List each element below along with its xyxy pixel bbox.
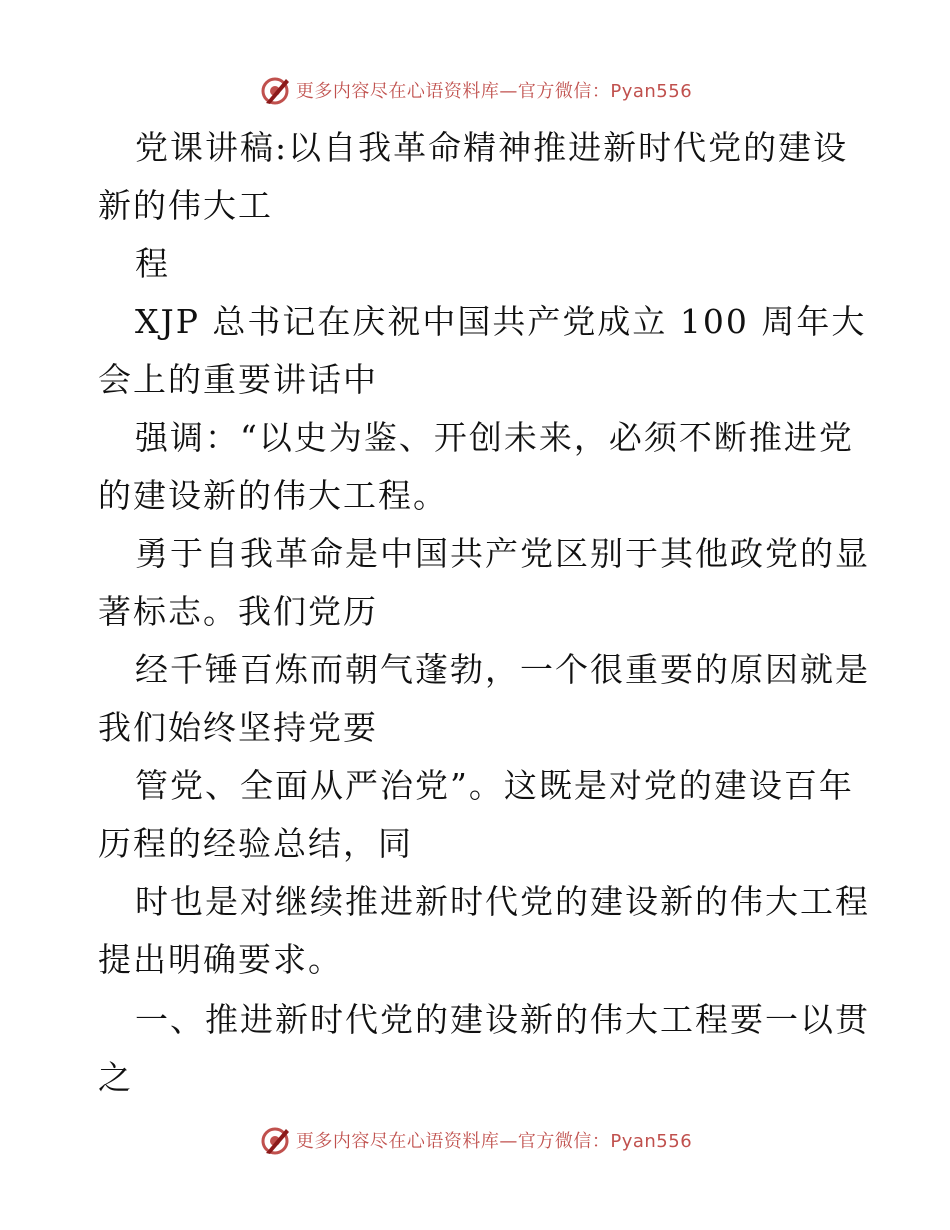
paragraph-line: 经千锤百炼而朝气蓬勃，一个很重要的原因就是 xyxy=(135,650,870,689)
title-line-2: 新的伟大工 xyxy=(98,186,273,225)
paragraph-line: 的建设新的伟大工程。 xyxy=(98,476,448,515)
paragraph-line: 勇于自我革命是中国共产党区别于其他政党的显 xyxy=(135,534,870,573)
paragraph-line: 著标志。我们党历 xyxy=(98,592,378,631)
footer-banner-text: 更多内容尽在心语资料库—官方微信：Pyan556 xyxy=(295,1131,693,1152)
paragraph-line: 强调：“以史为鉴、开创未来，必须不断推进党 xyxy=(135,418,854,457)
section-heading-line: 之 xyxy=(98,1058,133,1097)
header-banner-text: 更多内容尽在心语资料库—官方微信：Pyan556 xyxy=(295,81,693,102)
title-line-3: 程 xyxy=(135,244,170,283)
paragraph-line: 提出明确要求。 xyxy=(98,940,343,979)
title-line-1: 党课讲稿:以自我革命精神推进新时代党的建设 xyxy=(135,128,849,167)
paragraph-line: 我们始终坚持党要 xyxy=(98,708,378,747)
paragraph-line: 时也是对继续推进新时代党的建设新的伟大工程 xyxy=(135,882,870,921)
section-heading-line: 一、推进新时代党的建设新的伟大工程要一以贯 xyxy=(135,1000,870,1039)
paragraph-line: 会上的重要讲话中 xyxy=(98,360,378,399)
paragraph-line: 历程的经验总结，同 xyxy=(98,824,413,863)
quill-pen-logo-icon xyxy=(258,1123,292,1157)
paragraph-line: 管党、全面从严治党”。这既是对党的建设百年 xyxy=(135,766,854,805)
header-banner xyxy=(0,70,950,110)
paragraph-line: XJP 总书记在庆祝中国共产党成立 100 周年大 xyxy=(135,302,867,341)
quill-pen-logo-icon xyxy=(258,73,292,107)
footer-banner xyxy=(0,1120,950,1160)
